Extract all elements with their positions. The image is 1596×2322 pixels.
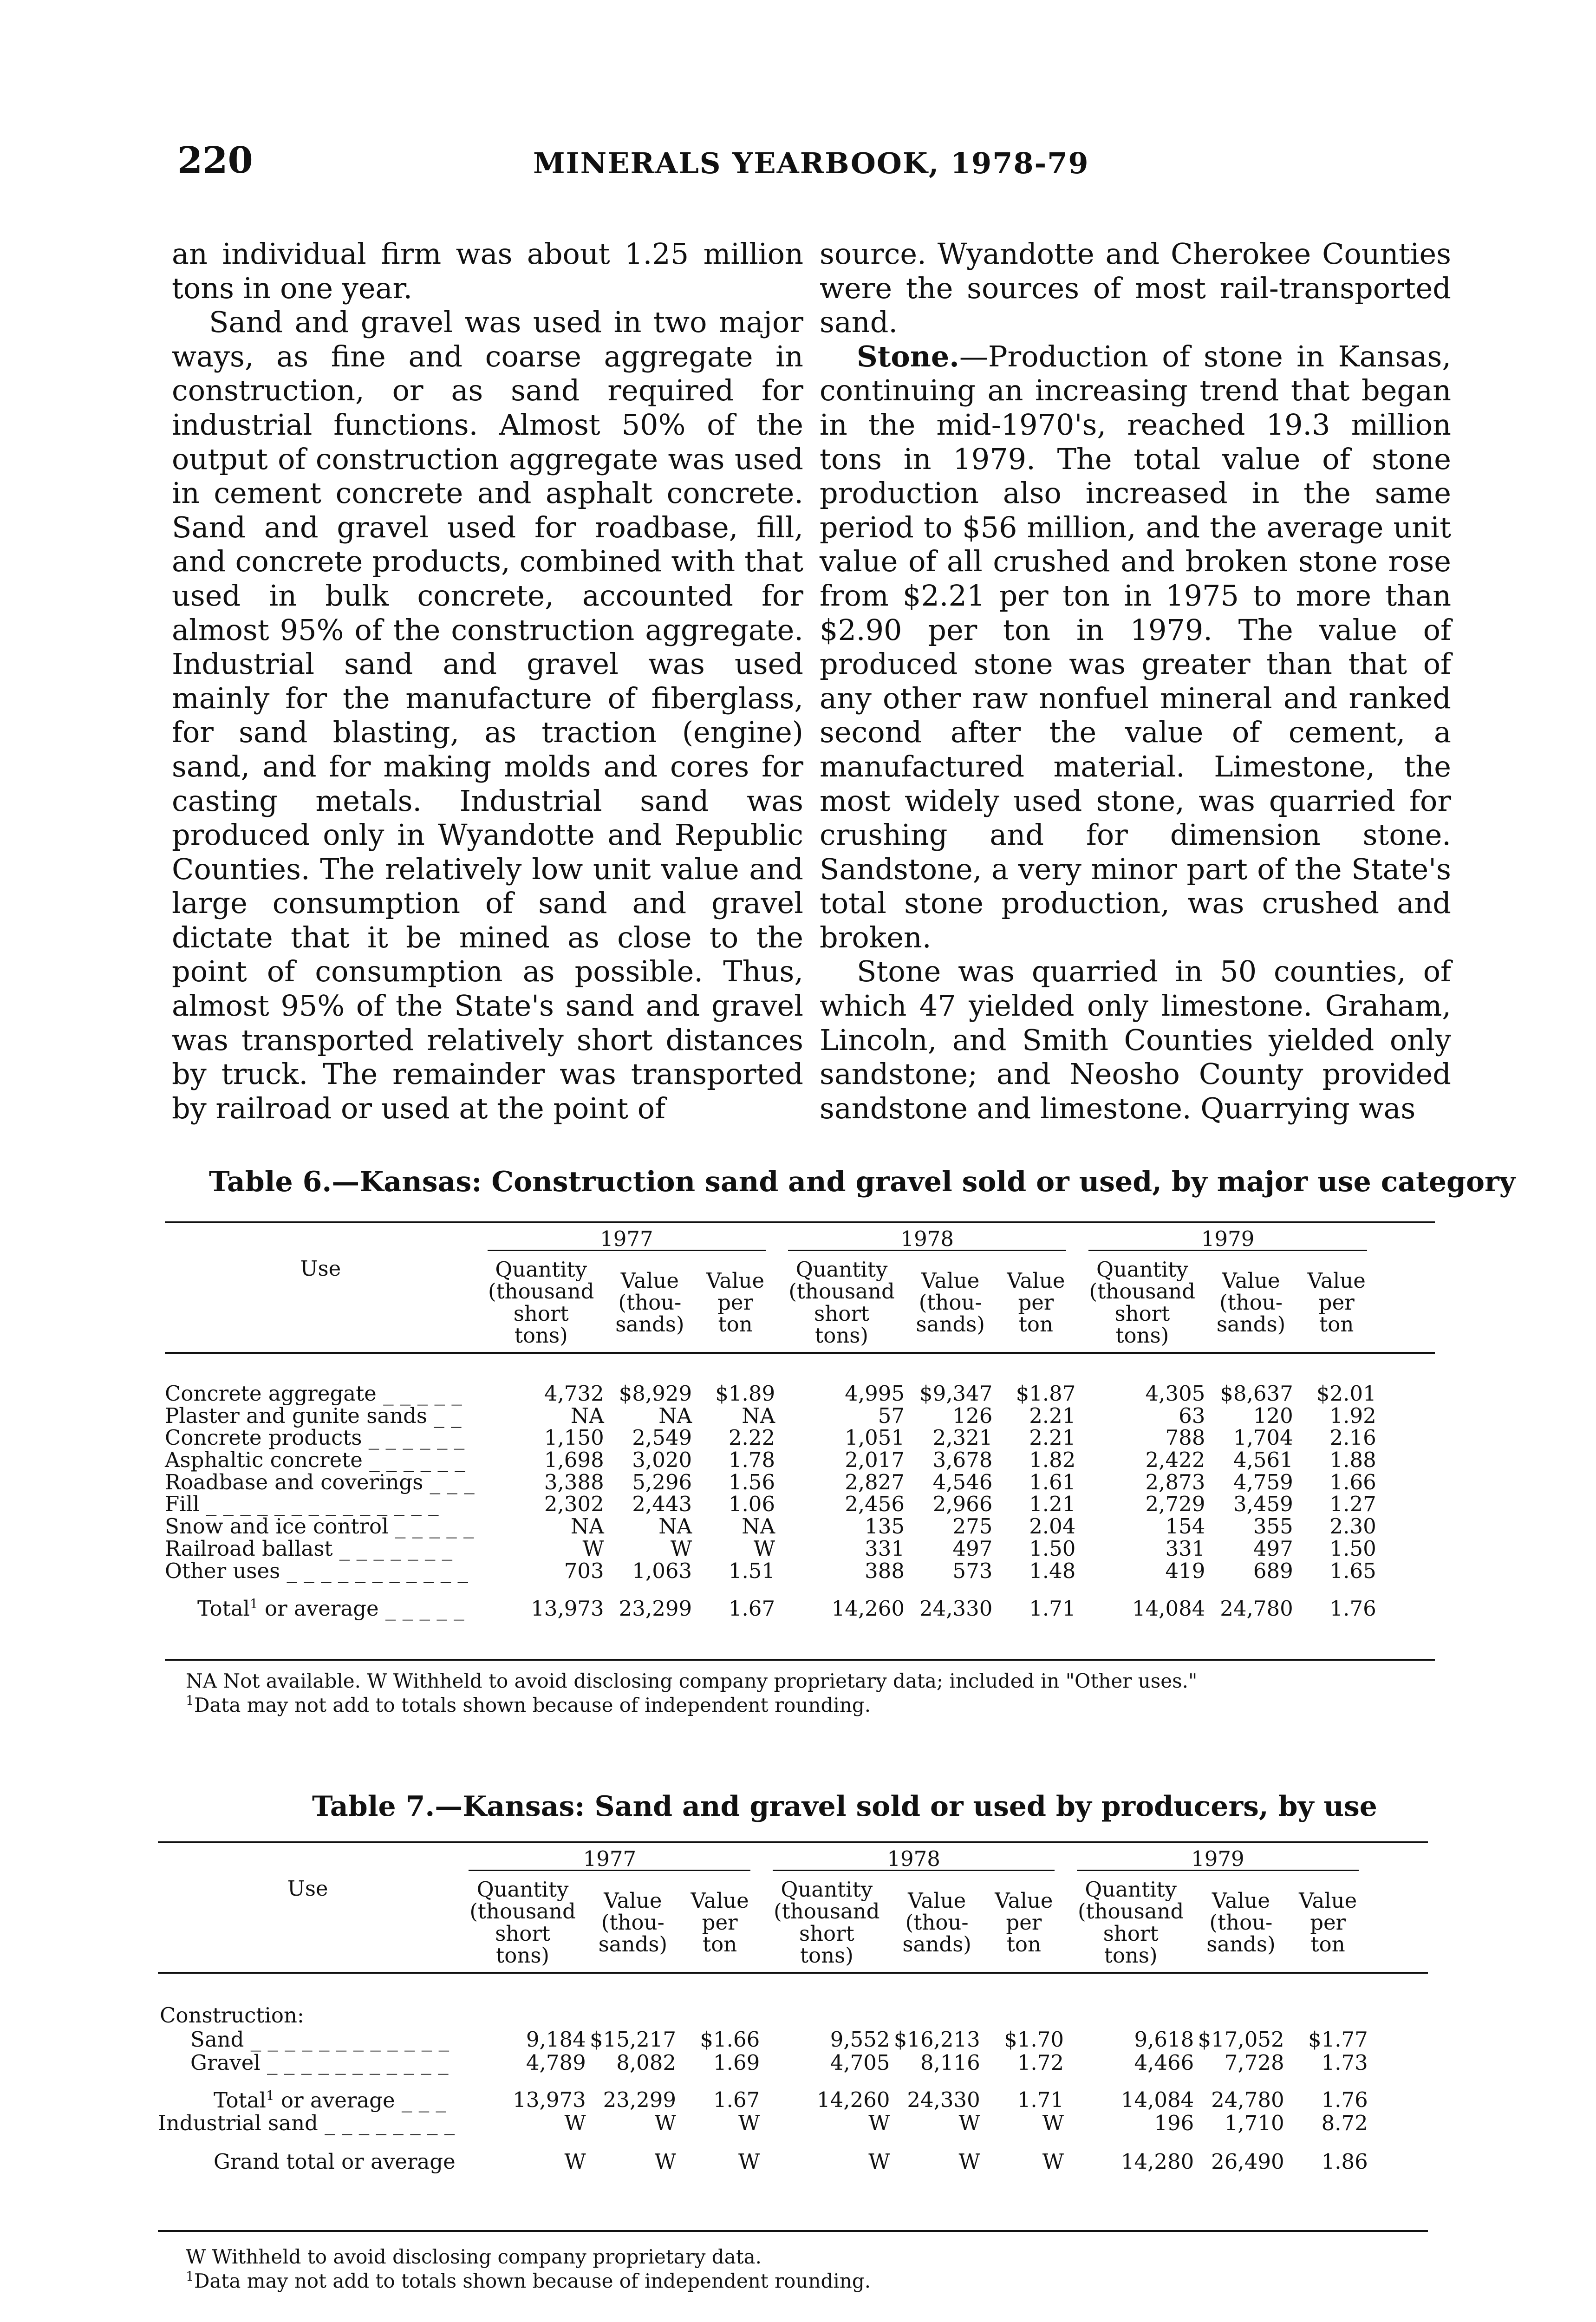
table-cell: 14,260	[817, 2087, 890, 2113]
table-cell: 1.78	[728, 1448, 775, 1473]
table-cell: 1.56	[728, 1469, 775, 1494]
table-cell: 388	[865, 1558, 905, 1583]
row-label: Snow and ice control _ _ _ _ _	[165, 1514, 474, 1539]
table-cell: 1.82	[1029, 1448, 1076, 1473]
value-per-ton-header: Value per ton	[995, 1888, 1053, 1957]
table-cell: 24,330	[907, 2087, 980, 2113]
table-cell: 4,305	[1145, 1381, 1205, 1406]
table-cell: NA	[570, 1403, 604, 1428]
table-cell: 1.92	[1329, 1403, 1376, 1428]
table-cell: 4,759	[1233, 1469, 1293, 1494]
table6	[165, 1226, 1435, 1621]
table7-note: W Withheld to avoid disclosing company proprietary data.	[186, 2245, 762, 2268]
table-row	[158, 2028, 1428, 2051]
paragraph-text: —Production of stone in Kansas, continuing an increasing trend that began in the mid-1970's, reached 19.3 million tons in 1979. The total value of stone production also increased in the same period to $56 million, and the average unit value of all crushed and broken stone rose from $2.21 per ton in 1975 to more than $2.90 per ton in 1979. The value of produced stone was greater than that of any other raw nonfuel mineral and ranked second after the value of cement, a manufactured material. Limestone, the most widely used stone, was quarried for crushing and for dimension stone. Sandstone, a very minor part of the State's total stone production, was crushed and broken.	[820, 339, 1451, 954]
table-cell: 2.16	[1329, 1425, 1376, 1450]
table-cell: 3,678	[932, 1448, 993, 1473]
table-cell: 9,552	[830, 2027, 890, 2052]
table6-caption: Table 6.—Kansas: Construction sand and gravel sold or used, by major use category	[209, 1166, 1516, 1198]
table-cell: $1.77	[1308, 2027, 1368, 2052]
table-row	[158, 2051, 1428, 2074]
value-per-ton-header: Value per ton	[1307, 1268, 1366, 1337]
table-cell: 1,704	[1233, 1425, 1293, 1450]
table-cell: 275	[952, 1514, 993, 1539]
table-row	[165, 1405, 1435, 1427]
row-label: Roadbase and coverings _ _ _	[165, 1469, 475, 1494]
table-cell: $15,217	[589, 2027, 677, 2052]
table-cell: 703	[564, 1558, 604, 1583]
value-per-ton-header: Value per ton	[1299, 1888, 1357, 1957]
table-cell: 2,827	[845, 1469, 905, 1494]
table-cell: 154	[1165, 1514, 1205, 1539]
table-cell: 8,116	[920, 2050, 980, 2075]
table-cell: 2,443	[632, 1492, 692, 1517]
table-cell: W	[654, 2111, 677, 2136]
table7-note: $^1$Data may not add to totals shown because of independent rounding.	[186, 2269, 871, 2292]
table-row	[165, 1596, 1435, 1621]
table-cell: 5,296	[632, 1469, 692, 1494]
table-row	[165, 1471, 1435, 1494]
paragraph	[820, 339, 1451, 955]
paragraph: source. Wyandotte and Cherokee Counties were the sources of most rail-transported sand.	[820, 237, 1451, 339]
table-cell: 1.61	[1029, 1469, 1076, 1494]
row-label: Plaster and gunite sands _ _	[165, 1403, 462, 1428]
table-cell: 1.50	[1029, 1536, 1076, 1561]
table-cell: $1.66	[700, 2027, 760, 2052]
table-cell: $1.87	[1016, 1381, 1076, 1406]
table-cell: 1.50	[1329, 1536, 1376, 1561]
section-heading: Stone.	[857, 339, 959, 373]
table6-top-rule	[165, 1221, 1435, 1223]
table-cell: $8,637	[1220, 1381, 1293, 1406]
table-cell: $9,347	[919, 1381, 993, 1406]
table-cell: 4,546	[932, 1469, 993, 1494]
table-cell: 24,780	[1220, 1596, 1293, 1621]
table-cell: 1.51	[728, 1558, 775, 1583]
left-column	[172, 237, 803, 1125]
table-cell: 2,549	[632, 1425, 692, 1450]
table-cell: 1.66	[1329, 1469, 1376, 1494]
table7-caption: Table 7.—Kansas: Sand and gravel sold or used by producers, by use	[312, 1790, 1377, 1823]
row-label: Industrial sand _ _ _ _ _ _ _ _	[158, 2111, 455, 2136]
table-cell: 1,698	[544, 1448, 604, 1473]
quantity-header: Quantity (thousand short tons)	[488, 1257, 594, 1348]
table-cell: 1.69	[713, 2050, 760, 2075]
row-label: Concrete aggregate _ _ _ _ _	[165, 1381, 462, 1406]
row-label: Asphaltic concrete _ _ _ _ _ _	[165, 1448, 465, 1473]
table-cell: 2,456	[845, 1492, 905, 1517]
table-cell: 1.48	[1029, 1558, 1076, 1583]
table-cell: W	[868, 2111, 890, 2136]
table-row	[165, 1538, 1435, 1560]
row-label: Total$^1$ or average _ _ _	[214, 2087, 447, 2113]
table-cell: 1,051	[845, 1425, 905, 1450]
table-cell: 4,995	[845, 1381, 905, 1406]
table-row	[165, 1560, 1435, 1582]
table-cell: 8.72	[1321, 2111, 1368, 2136]
value-per-ton-header: Value per ton	[691, 1888, 749, 1957]
table-row	[158, 2112, 1428, 2135]
table-cell: 23,299	[603, 2087, 677, 2113]
table-cell: $1.89	[715, 1381, 775, 1406]
table-cell: 1,063	[632, 1558, 692, 1583]
table-cell: $1.70	[1004, 2027, 1064, 2052]
table-cell: W	[1042, 2111, 1064, 2136]
use-header: Use	[287, 1876, 328, 1901]
row-label: Other uses _ _ _ _ _ _ _ _ _ _ _	[165, 1558, 469, 1583]
quantity-header: Quantity (thousand short tons)	[774, 1877, 880, 1968]
table-cell: 1.76	[1329, 1596, 1376, 1621]
table-cell: 63	[1179, 1403, 1205, 1428]
table-cell: NA	[570, 1514, 604, 1539]
year-header: 1977	[476, 1226, 777, 1253]
value-header: Value (thou- sands)	[916, 1268, 985, 1337]
table-cell: 13,973	[531, 1596, 604, 1621]
value-per-ton-header: Value per ton	[706, 1268, 765, 1337]
table-cell: $16,213	[893, 2027, 980, 2052]
table-cell: 355	[1253, 1514, 1293, 1539]
table-cell: 8,082	[616, 2050, 677, 2075]
table-cell: 57	[878, 1403, 905, 1428]
table-cell: 573	[952, 1558, 993, 1583]
table-cell: 497	[1253, 1536, 1293, 1561]
table-cell: 1.71	[1029, 1596, 1076, 1621]
table-cell: W	[738, 2111, 760, 2136]
table-cell: 1.27	[1329, 1492, 1376, 1517]
table-cell: $8,929	[619, 1381, 692, 1406]
table-cell: W	[958, 2111, 980, 2136]
table-cell: 126	[952, 1403, 993, 1428]
table-cell: 135	[865, 1514, 905, 1539]
row-label: Railroad ballast _ _ _ _ _ _ _	[165, 1536, 453, 1561]
table-cell: 14,280	[1120, 2149, 1194, 2174]
table-cell: 2,017	[845, 1448, 905, 1473]
quantity-header: Quantity (thousand short tons)	[1089, 1257, 1196, 1348]
paragraph: an individual firm was about 1.25 million tons in one year.	[172, 237, 803, 305]
table-cell: 1.72	[1017, 2050, 1064, 2075]
table-cell: 1.06	[728, 1492, 775, 1517]
table-row	[165, 1383, 1435, 1405]
use-header: Use	[300, 1256, 341, 1281]
table-cell: 196	[1154, 2111, 1194, 2136]
table-cell: 2.22	[728, 1425, 775, 1450]
table-cell: 2,422	[1145, 1448, 1205, 1473]
table-cell: 26,490	[1211, 2149, 1284, 2174]
table-cell: 4,561	[1233, 1448, 1293, 1473]
row-label: Gravel _ _ _ _ _ _ _ _ _ _ _	[190, 2050, 449, 2075]
table-cell: 13,973	[513, 2087, 586, 2113]
table6-note: NA Not available. W Withheld to avoid disclosing company proprietary data; included in "Other uses."	[186, 1670, 1198, 1692]
table-row	[158, 2149, 1428, 2174]
table-cell: 689	[1253, 1558, 1293, 1583]
table-cell: 2.04	[1029, 1514, 1076, 1539]
table6-note: $^1$Data may not add to totals shown because of independent rounding.	[186, 1693, 871, 1716]
table7-bottom-rule	[158, 2230, 1428, 2232]
year-header: 1979	[1066, 1846, 1370, 1873]
table-cell: 2,302	[544, 1492, 604, 1517]
year-header: 1979	[1077, 1226, 1378, 1253]
table-cell: W	[738, 2149, 760, 2174]
table-cell: NA	[742, 1403, 775, 1428]
table-cell: 331	[865, 1536, 905, 1561]
paragraph: Sand and gravel was used in two major ways, as fine and coarse aggregate in construction, or as sand required for industrial functions. Almost 50% of the output of construction aggregate was used in cement concrete and asphalt concrete. Sand and gravel used for roadbase, fill, and concrete products, combined with that used in bulk concrete, accounted for almost 95% of the construction aggregate. Industrial sand and gravel was used mainly for the manufacture of fiberglass, for sand blasting, as traction (engine) sand, and for making molds and cores for casting metals. Industrial sand was produced only in Wyandotte and Republic Counties. The relatively low unit value and large consumption of sand and gravel dictate that it be mined as close to the point of consumption as possible. Thus, almost 95% of the State's sand and gravel was transported relatively short distances by truck. The remainder was transported by railroad or used at the point of	[172, 305, 803, 1125]
value-header: Value (thou- sands)	[615, 1268, 684, 1337]
table-cell: 1.88	[1329, 1448, 1376, 1473]
table-cell: 9,184	[526, 2027, 586, 2052]
table-cell: 3,459	[1233, 1492, 1293, 1517]
table-row	[165, 1427, 1435, 1449]
running-title: MINERALS YEARBOOK, 1978-79	[533, 146, 1089, 180]
table-cell: 1.73	[1321, 2050, 1368, 2075]
table-cell: 1.71	[1017, 2087, 1064, 2113]
table6-bottom-rule	[165, 1659, 1435, 1661]
table-cell: W	[868, 2149, 890, 2174]
table-cell: 1,710	[1224, 2111, 1284, 2136]
table7	[158, 1846, 1428, 2174]
table-cell: 1.86	[1321, 2149, 1368, 2174]
value-header: Value (thou- sands)	[598, 1888, 668, 1957]
table-cell: NA	[742, 1514, 775, 1539]
value-per-ton-header: Value per ton	[1007, 1268, 1065, 1337]
table-row	[165, 1449, 1435, 1471]
right-column	[820, 237, 1451, 1125]
year-header: 1977	[457, 1846, 762, 1873]
table-cell: 2.30	[1329, 1514, 1376, 1539]
quantity-header: Quantity (thousand short tons)	[1077, 1877, 1184, 1968]
table-cell: 788	[1165, 1425, 1205, 1450]
table-cell: 14,084	[1132, 1596, 1205, 1621]
table-row	[165, 1515, 1435, 1538]
value-header: Value (thou- sands)	[902, 1888, 971, 1957]
table-cell: W	[582, 1536, 604, 1561]
table-cell: W	[564, 2149, 586, 2174]
table-cell: 419	[1165, 1558, 1205, 1583]
table-cell: W	[654, 2149, 677, 2174]
table-cell: 2,966	[932, 1492, 993, 1517]
table-cell: 24,330	[919, 1596, 993, 1621]
table-cell: W	[564, 2111, 586, 2136]
value-header: Value (thou- sands)	[1206, 1888, 1276, 1957]
table-cell: W	[753, 1536, 775, 1561]
row-label: Total$^1$ or average _ _ _ _ _	[197, 1596, 464, 1621]
table-cell: 120	[1253, 1403, 1293, 1428]
table-cell: W	[958, 2149, 980, 2174]
table-cell: 14,260	[831, 1596, 905, 1621]
table-cell: 14,084	[1120, 2087, 1194, 2113]
table-cell: 3,388	[544, 1469, 604, 1494]
table-cell: 1.76	[1321, 2087, 1368, 2113]
table-cell: $17,052	[1198, 2027, 1284, 2052]
table-row	[165, 1493, 1435, 1515]
paragraph: Stone was quarried in 50 counties, of which 47 yielded only limestone. Graham, Lincoln, and Smith Counties yielded only sandstone; and Neosho County provided sandstone and limestone. Quarrying was	[820, 954, 1451, 1125]
table-cell: W	[1042, 2149, 1064, 2174]
quantity-header: Quantity (thousand short tons)	[788, 1257, 895, 1348]
row-label: Sand _ _ _ _ _ _ _ _ _ _ _ _	[190, 2027, 449, 2052]
table-cell: 2,321	[932, 1425, 993, 1450]
row-label: Fill _ _ _ _ _ _ _ _ _ _ _ _ _ _	[165, 1492, 439, 1517]
value-header: Value (thou- sands)	[1216, 1268, 1286, 1337]
quantity-header: Quantity (thousand short tons)	[469, 1877, 576, 1968]
table-cell: 1.67	[728, 1596, 775, 1621]
table-cell: 1.65	[1329, 1558, 1376, 1583]
table-cell: W	[670, 1536, 692, 1561]
table-cell: 7,728	[1224, 2050, 1284, 2075]
group-label: Construction:	[160, 2002, 305, 2028]
table-cell: 23,299	[619, 1596, 692, 1621]
table-cell: 4,789	[526, 2050, 586, 2075]
table-cell: 2,729	[1145, 1492, 1205, 1517]
table-cell: 4,705	[830, 2050, 890, 2075]
table-cell: 9,618	[1134, 2027, 1194, 2052]
page-number: 220	[177, 139, 253, 182]
table-cell: 2.21	[1029, 1403, 1076, 1428]
table-cell: 1.67	[713, 2087, 760, 2113]
table-cell: 1,150	[544, 1425, 604, 1450]
row-label: Concrete products _ _ _ _ _ _	[165, 1425, 465, 1450]
year-header: 1978	[777, 1226, 1077, 1253]
table-cell: 3,020	[632, 1448, 692, 1473]
row-label: Grand total or average	[214, 2149, 456, 2174]
table-cell: NA	[658, 1514, 692, 1539]
table-cell: 1.21	[1029, 1492, 1076, 1517]
table7-top-rule	[158, 1841, 1428, 1843]
table-cell: 4,466	[1134, 2050, 1194, 2075]
table-cell: 331	[1165, 1536, 1205, 1561]
table-cell: 2,873	[1145, 1469, 1205, 1494]
table-cell: 497	[952, 1536, 993, 1561]
table-cell: 4,732	[544, 1381, 604, 1406]
table-cell: NA	[658, 1403, 692, 1428]
table-row	[158, 2088, 1428, 2112]
table-cell: 2.21	[1029, 1425, 1076, 1450]
table-cell: 24,780	[1211, 2087, 1284, 2113]
year-header: 1978	[762, 1846, 1066, 1873]
table-cell: $2.01	[1316, 1381, 1376, 1406]
